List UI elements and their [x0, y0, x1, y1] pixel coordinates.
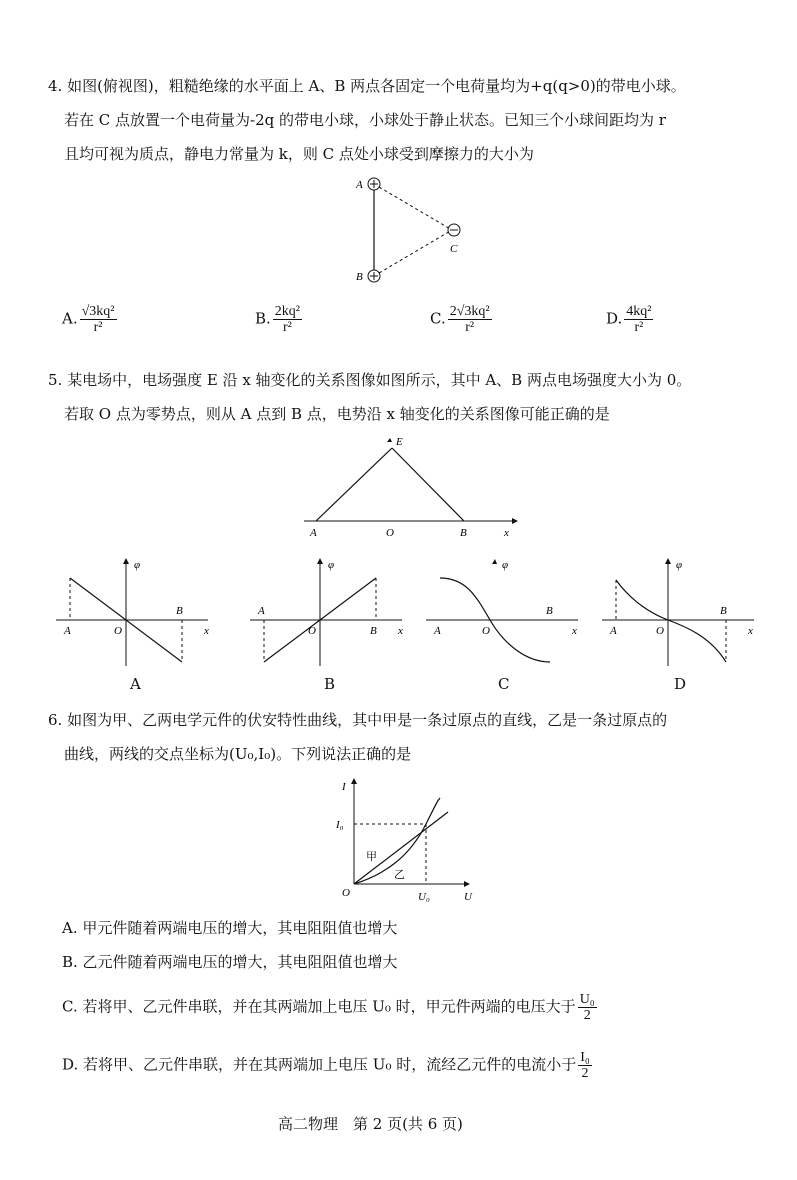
svg-text:I₀: I₀ [336, 819, 344, 831]
e-falling-line [392, 448, 464, 521]
phi-curve-d [616, 580, 726, 662]
graph-c-caption: C [498, 675, 510, 693]
svg-text:B: B [176, 605, 183, 617]
svg-text:φ: φ [676, 559, 683, 571]
graph-a-caption: A [130, 675, 141, 693]
phi-graph-a [56, 556, 216, 668]
q4-line2: 若在 C 点放置一个电荷量为-2q 的带电小球，小球处于静止状态。已知三个小球间距均为 r [64, 111, 666, 129]
q4-triangle-figure [340, 172, 470, 288]
phi-graph-c [426, 556, 586, 668]
ac-dashed-line [374, 184, 452, 230]
q6-option-b: B. 乙元件随着两端电压的增大，其电阻阻值也增大 [62, 953, 398, 971]
q5-line2: 若取 O 点为零势点，则从 A 点到 B 点，电势沿 x 轴变化的关系图像可能正确的是 [64, 405, 610, 423]
q4-option-b: B. $\frac{\text{2kq²}}{\text{r²}}$ [255, 304, 300, 335]
q5-line1: 5. 某电场中，电场强度 E 沿 x 轴变化的关系图像如图所示，其中 A、B 两点电场强度大小为 0。 [48, 371, 692, 389]
svg-text:O: O [656, 625, 664, 637]
svg-text:x: x [572, 625, 577, 637]
svg-text:B: B [370, 625, 377, 637]
graph-b-caption: B [324, 675, 336, 693]
q4-line1: 4. 如图(俯视图)，粗糙绝缘的水平面上 A、B 两点各固定一个电荷量均为+q(q>0)的带电小球。 [48, 77, 686, 95]
svg-text:x: x [748, 625, 753, 637]
svg-text:φ: φ [328, 559, 335, 571]
svg-text:I: I [342, 781, 346, 793]
e-label: E [396, 436, 403, 448]
q6-line2: 曲线，两线的交点坐标为(U₀,I₀)。下列说法正确的是 [64, 745, 412, 763]
svg-text:O: O [114, 625, 122, 637]
svg-text:O: O [308, 625, 316, 637]
svg-text:A: A [64, 625, 71, 637]
svg-text:x: x [204, 625, 209, 637]
q6-option-c: C. 若将甲、乙元件串联，并在其两端加上电压 U₀ 时，甲元件两端的电压大于 $\frac{\text{U₀}}{2}$ [62, 992, 595, 1023]
q6-option-a: A. 甲元件随着两端电压的增大，其电阻阻值也增大 [62, 919, 398, 937]
svg-text:A: A [258, 605, 265, 617]
q4-option-c: C. $\frac{\text{2√3kq²}}{\text{r²}}$ [430, 304, 490, 335]
svg-text:B: B [546, 605, 553, 617]
b-label: B [460, 527, 467, 539]
svg-text:φ: φ [134, 559, 141, 571]
q6-line1: 6. 如图为甲、乙两电学元件的伏安特性曲线，其中甲是一条过原点的直线，乙是一条过原点的 [48, 711, 668, 729]
svg-text:U: U [464, 891, 472, 903]
svg-text:O: O [342, 887, 350, 899]
q6-iv-graph [336, 778, 476, 908]
q4-line3: 且均可视为质点，静电力常量为 k，则 C 点处小球受到摩擦力的大小为 [64, 145, 534, 163]
page-footer: 高二物理 第 2 页(共 6 页) [278, 1115, 463, 1133]
svg-text:φ: φ [502, 559, 509, 571]
label-a: A [356, 179, 363, 191]
a-label: A [310, 527, 317, 539]
svg-text:O: O [482, 625, 490, 637]
graph-d-caption: D [674, 675, 687, 693]
svg-text:A: A [434, 625, 441, 637]
svg-text:x: x [398, 625, 403, 637]
o-label: O [386, 527, 394, 539]
label-b: B [356, 271, 363, 283]
phi-graph-d [602, 556, 762, 668]
bc-dashed-line [374, 230, 452, 276]
label-c: C [450, 243, 458, 255]
svg-text:U₀: U₀ [418, 891, 430, 903]
svg-text:A: A [610, 625, 617, 637]
svg-text:甲: 甲 [366, 851, 377, 863]
q4-option-a: A. $\frac{\text{√3kq²}}{\text{r²}}$ [62, 304, 115, 335]
svg-text:B: B [720, 605, 727, 617]
x-label: x [504, 527, 509, 539]
q4-option-d: D. $\frac{\text{4kq²}}{\text{r²}}$ [606, 304, 652, 335]
phi-graph-b [250, 556, 410, 668]
q6-option-d: D. 若将甲、乙元件串联，并在其两端加上电压 U₀ 时，流经乙元件的电流小于 $\frac{\text{I₀}}{2}$ [62, 1050, 590, 1081]
e-rising-line [316, 448, 392, 521]
svg-text:乙: 乙 [394, 869, 405, 881]
q5-e-field-graph [296, 432, 526, 544]
